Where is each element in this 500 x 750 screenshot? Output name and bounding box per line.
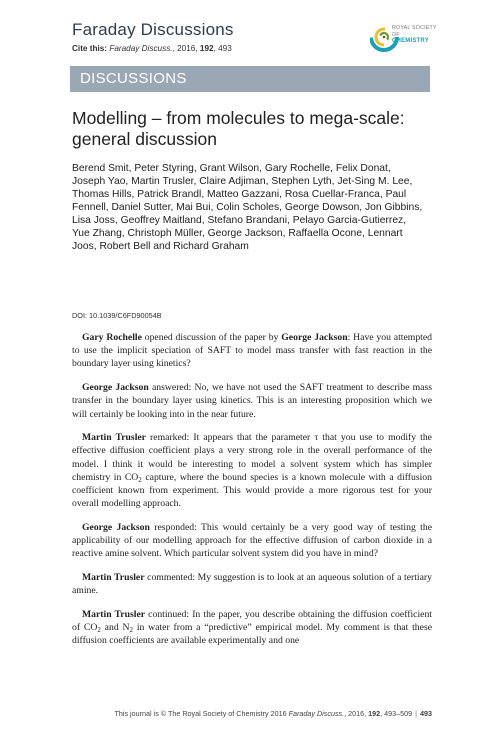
- cite-journal: Faraday Discuss.: [109, 44, 173, 53]
- speaker-name: Martin Trusler: [82, 572, 145, 584]
- paragraph: George Jackson responded: This would certainly be a very good way of testing the applicability of our modelling approach for the effective diffusion of carbon dioxide in a reactive amine solvent. Which particular solvent system did you have in mind?: [72, 521, 433, 560]
- paragraph: George Jackson answered: No, we have not used the SAFT treatment to describe mass transfer in the boundary layer using kinetics. This is an interesting proposition which we will certainly be looking into in the near future.: [72, 382, 432, 420]
- speaker-name: George Jackson: [281, 332, 348, 343]
- section-banner: [70, 66, 430, 92]
- paragraph: Martin Trusler remarked: It appears that the parameter τ that you use to modify the effective diffusion coefficient plays a very strong role in the overall performance of the model. I think it would be interesting to model a solvent system which has simpler chemistry in $CO_2$ capture, where the bound species is a known molecule with a diffusion coefficient known from experiment. This would provide a more rigorous test for your overall modelling approach.: [72, 432, 432, 510]
- cite-volume: 192: [199, 44, 214, 53]
- speaker-name: George Jackson: [82, 521, 150, 533]
- discussion-body: [72, 331, 432, 658]
- speaker-name: George Jackson: [82, 382, 149, 394]
- footer-separator: |: [415, 709, 417, 718]
- author-list: Berend Smit, Peter Styring, Grant Wilson, Gary Rochelle, Felix Donat, Joseph Yao, Martin Trusler, Claire Adjiman, Stephen Lyth, Jet-Sing M. Lee, Thomas Hills, Patrick Brandl, Matteo Gazzani, Rosa Cuellar-Franca, Paul Fennell, Daniel Sutter, Mai Bui, Colin Scholes, George Dowson, Jon Gibbins, Lisa Joss, Geoffrey Maitland, Stefano Brandani, Pelayo Garcia-Gutierrez, Yue Zhang, Christoph Müller, George Jackson, Raffaella Ocone, Lennart Joos, Robert Bell and Richard Graham: [72, 163, 423, 252]
- logo-line-3: CHEMISTRY: [392, 38, 429, 44]
- paragraph: Martin Trusler continued: In the paper, you describe obtaining the diffusion coefficient of $CO_2$ and $N_2$ in water from a “predictive” empirical model. My comment is that these diffusion coefficients are available experimentally and one: [72, 608, 433, 647]
- paragraph: Gary Rochelle opened discussion of the paper by George Jackson: Have you attempted to use the implicit speciation of SAFT to model mass transfer with fast reaction in the boundary layer using kinetics?: [72, 332, 433, 370]
- citation-line: [72, 44, 232, 53]
- speaker-name: Martin Trusler: [82, 608, 146, 620]
- speaker-name: Martin Trusler: [82, 432, 146, 444]
- section-banner-label: DISCUSSIONS: [80, 70, 187, 87]
- footer-volume: 192: [368, 709, 381, 718]
- footer-copyright: This journal is © The Royal Society of Chemistry 2016: [114, 709, 287, 718]
- page-footer: This journal is © The Royal Society of Chemistry 2016 Faraday Discuss., 2016, 192, 493–509 | 493: [114, 709, 432, 718]
- speaker-name: Gary Rochelle: [82, 332, 142, 343]
- logo-line-2: OF: [392, 31, 400, 38]
- cite-page: , 493: [213, 44, 232, 53]
- rsc-logo-text: [392, 25, 437, 45]
- doi[interactable]: DOI: 10.1039/C6FD90054B: [72, 311, 162, 320]
- journal-title: Faraday Discussions: [72, 20, 234, 39]
- page-number: 493: [420, 709, 432, 718]
- paragraph: Martin Trusler commented: My suggestion is to look at an aqueous solution of a tertiary amine.: [72, 572, 432, 597]
- footer-journal: Faraday Discuss.: [288, 709, 345, 718]
- article-title: Modelling – from molecules to mega-scale: general discussion: [72, 108, 405, 149]
- cite-label: Cite this:: [72, 44, 108, 53]
- cite-year: , 2016,: [172, 44, 198, 53]
- logo-line-1: ROYAL SOCIETY: [392, 25, 437, 31]
